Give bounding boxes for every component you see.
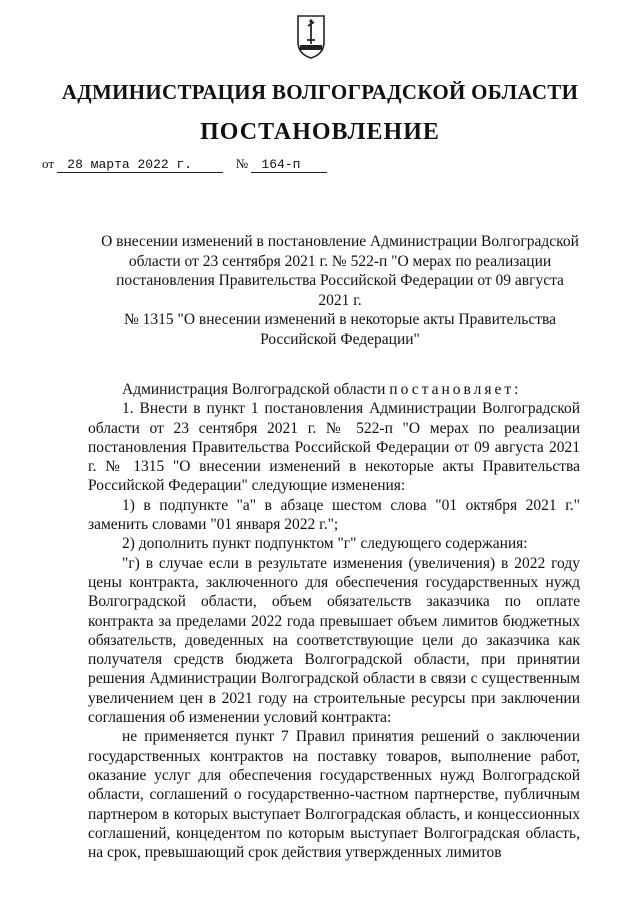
intro-text: Администрация Волгоградской области xyxy=(122,381,386,398)
document-type: ПОСТАНОВЛЕНИЕ xyxy=(200,119,440,145)
document-subject xyxy=(100,232,580,349)
body-paragraph: 1. Внести в пункт 1 постановления Администрации Волгоградской области от 23 сентября 2021 г. № 522-п "О мерах по реализации постановления Правительства Российской Федерации от 09 августа 2021 г. № 1315 "О внесении изменений в некоторые акты Правительства Российской Федерации" следующие изменения: xyxy=(88,400,580,495)
body-paragraph: 1) в подпункте "а" в абзаце шестом слова "01 октября 2021 г." заменить словами "01 января 2022 г."; xyxy=(88,496,580,534)
body-paragraph: 2) дополнить пункт подпунктом "г" следующего содержания: xyxy=(122,535,528,553)
subject-line: Российской Федерации" xyxy=(260,330,420,348)
subject-line: постановления Правительства Российской Федерации от 09 августа 2021 г. xyxy=(116,272,564,309)
document-body xyxy=(88,380,580,862)
subject-line: области от 23 сентября 2021 г. № 522-п "О мерах по реализации xyxy=(128,252,552,270)
document-number: 164-п xyxy=(251,157,327,173)
date-number-line xyxy=(42,156,327,173)
document-date: 28 марта 2022 г. xyxy=(57,157,223,173)
body-paragraph: не применяется пункт 7 Правил принятия решений о заключении государственных контрактов на поставку товаров, выполнение работ, оказание услуг для обеспечения государственных нужд Волгоградской области, соглашений о государственно-частном партнерстве, публичным партнером в которых выступает Волгоградская область, и концессионных соглашений, концедентом по которым выступает Волгоградская область, на срок, превышающий срок действия утвержденных лимитов xyxy=(88,728,580,862)
number-label: № xyxy=(235,156,249,171)
from-label: от xyxy=(42,156,55,171)
coat-of-arms-icon xyxy=(296,14,326,60)
organization-title: АДМИНИСТРАЦИЯ ВОЛГОГРАДСКОЙ ОБЛАСТИ xyxy=(61,80,579,104)
intro-verb: постановляет: xyxy=(389,381,522,398)
intro-paragraph xyxy=(88,380,580,399)
body-paragraph: "г) в случае если в результате изменения (увеличения) в 2022 году цены контракта, заключенного для обеспечения государственных нужд Волгоградской области, объем обязательств заказчика по оплате контракта за пределами 2022 года превышает объем лимитов бюджетных обязательств, доведенных на соответствующие цели до заказчика как получателя средств бюджета Волгоградской области, при принятии решения Администрации Волгоградской области в связи с существенным увеличением цен в 2021 году на строительные ресурсы при заключении соглашения об изменении условий контракта: xyxy=(88,554,580,727)
subject-line: № 1315 "О внесении изменений в некоторые акты Правительства xyxy=(123,311,557,328)
subject-line: О внесении изменений в постановление Администрации Волгоградской xyxy=(101,233,579,250)
